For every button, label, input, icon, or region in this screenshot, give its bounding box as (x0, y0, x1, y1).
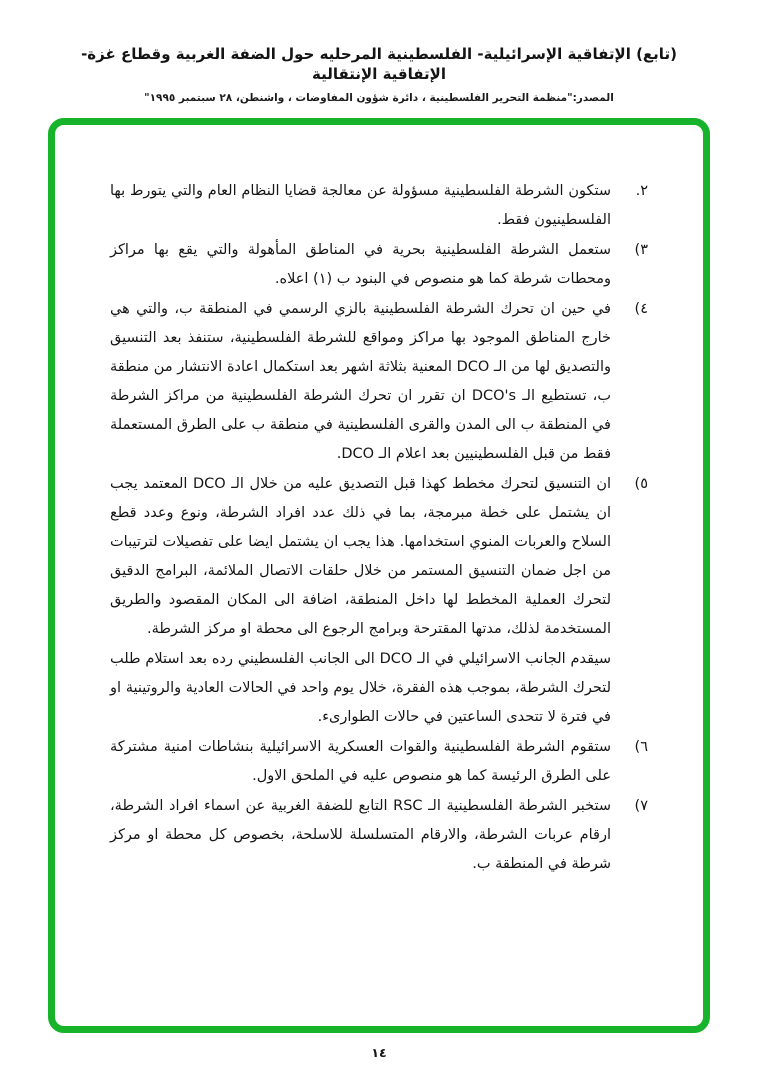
list-item-text: سيقدم الجانب الاسرائيلي في الـ DCO الى الجانب الفلسطيني رده بعد استلام طلب لتحرك الشرطة، بموجب هذه الفقرة، خلال يوم واحد في الحالات العادية والروتينية او في فترة لا تتحدى الساعتين في حالات الطوارىء. (110, 651, 611, 725)
list-item-marker: ٤) (634, 301, 648, 317)
list-item-text: ستخبر الشرطة الفلسطينية الـ RSC التابع للضفة الغربية عن اسماء افراد الشرطة، ارقام عربات الشرطة، والارقام المتسلسلة للاسلحة، بخصوص كل محطة او مركز شرطة في المنطقة ب. (110, 798, 611, 872)
list-item-marker: ٢. (635, 183, 648, 199)
list-item-text: في حين ان تحرك الشرطة الفلسطينية بالزي الرسمي في المنطقة ب، والتي هي خارج المناطق الموجود بها مراكز ومواقع للشرطة الفلسطينية، ستنفذ بعد التنسيق والتصديق لها من الـ DCO المعنية بثلاثة اشهر بعد استكمال اعادة الانتشار من منطقة ب، تستطيع الـ DCO's ان تقرر ان تحرك الشرطة الفلسطينية من مراكز الشرطة في المنطقة ب الى المدن والقرى الفلسطينية في منطقة ب على الطرق المستعملة فقط من قبل الفلسطينيين بعد اعلام الـ DCO. (110, 301, 612, 462)
list-item-text: ان التنسيق لتحرك مخطط كهذا قبل التصديق عليه من خلال الـ DCO المعتمد يجب ان يشتمل على خطة مبرمجة، بما في ذلك عدد افراد الشرطة، ونوع وعدد قطع السلاح والعربات المنوي استخدامها. هذا يجب ان يشتمل ايضا على تفصيلات لترتيبات من اجل ضمان التنسيق المستمر من خلال حلقات الاتصال الملائمة، البرامج الدقيق لتحرك العملية المخطط لها داخل المنطقة، اضافة الى المكان المقصود والطريق المستخدمة لذلك، مدتها المقترحة وبرامج الرجوع الى محطة او مركز الشرطة. (110, 476, 611, 637)
list-item (110, 177, 648, 235)
list-item (110, 470, 648, 644)
list-item-text: ستعمل الشرطة الفلسطينية بحرية في المناطق المأهولة والتي يقع بها مراكز ومحطات شرطة كما هو منصوص في البنود ب (١) اعلاه. (110, 242, 611, 287)
list-item-marker: ٧) (634, 798, 648, 814)
document-title: (تابع) الإتفاقية الإسرائيلية- الفلسطينية المرحليه حول الضفة الغربية وقطاع غزة- الإتفاقية الإنتقالية (81, 45, 677, 83)
page-number: ١٤ (371, 1045, 387, 1060)
list-item (110, 236, 648, 294)
document-source-line: المصدر:"منظمة التحرير الفلسطينية ، دائرة شؤون المفاوضات ، واشنطن، ٢٨ سبتمبر ١٩٩٥" (144, 92, 614, 104)
page-header (0, 44, 758, 104)
list-item-marker: ٥) (634, 476, 648, 492)
list-item-continuation (110, 645, 648, 732)
list-item-marker: ٣) (634, 242, 648, 258)
list-item-text: ستكون الشرطة الفلسطينية مسؤولة عن معالجة قضايا النظام العام والتي يتورط بها الفلسطينيون فقط. (110, 183, 611, 228)
list-item (110, 733, 648, 791)
list-item (110, 792, 648, 879)
content-border-box (48, 118, 710, 1033)
document-body (110, 177, 648, 880)
list-item-marker: ٦) (634, 739, 648, 755)
list-item (110, 295, 648, 469)
list-item-text: ستقوم الشرطة الفلسطينية والقوات العسكرية الاسرائيلية بنشاطات امنية مشتركة على الطرق الرئيسة كما هو منصوص عليه في الملحق الاول. (110, 739, 611, 784)
